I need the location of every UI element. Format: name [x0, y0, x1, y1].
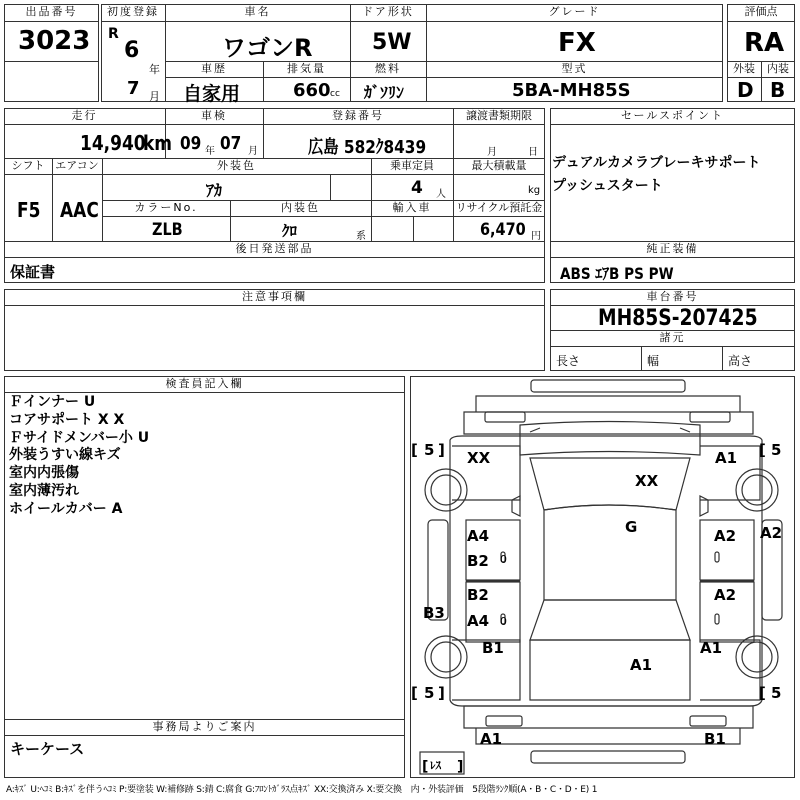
lot-number-label: 出品番号 — [25, 5, 78, 18]
later-parts-label: 後日発送部品 — [235, 242, 314, 255]
model-label: 型式 — [561, 62, 588, 75]
office-text: キーケース — [10, 740, 85, 758]
inspector-line: Ｆサイドメンバー小 U — [9, 429, 150, 446]
tread-depth-rr: 5 — [771, 684, 782, 702]
rez-bracket-close: ] — [457, 759, 464, 775]
legend: A:ｷｽﾞ U:ﾍｺﾐ B:ｷｽﾞを伴うﾍｺﾐ P:要塗装 W:補修跡 S:錆 C:腐食 G:ﾌﾛﾝﾄｶﾞﾗｽ点ｷｽﾞ XX:交換済み X:要交換 内・外装評価 5段階ﾗﾝｸ順(A・B・C・D・E) 1 — [6, 785, 598, 795]
tread-bracket-fl-open: [ — [411, 441, 418, 459]
windshield — [530, 458, 690, 510]
mark-door-rl-b2: B2 — [467, 586, 489, 604]
km-unit: km — [143, 131, 173, 155]
mark-side-l-b3: B3 — [423, 604, 445, 622]
insp-month-unit: 月 — [248, 146, 258, 157]
top-trim — [531, 380, 685, 392]
ext-color: ｱｶ — [206, 181, 223, 200]
mark-door-fl-a4: A4 — [467, 527, 490, 545]
shift: F5 — [17, 198, 41, 222]
month-unit: 月 — [149, 90, 160, 103]
displacement: 660 — [293, 80, 331, 101]
recycle-fee: 6,470 — [480, 220, 526, 240]
year-unit: 年 — [149, 63, 160, 76]
sales-point-label: セールスポイント — [620, 109, 724, 122]
rear-bumper — [464, 706, 753, 728]
ac-label: エアコン — [55, 159, 99, 172]
mark-bumper-r-b1: B1 — [704, 730, 726, 748]
era: R — [108, 26, 119, 42]
first-reg-year: 6 — [124, 38, 140, 63]
roof — [544, 505, 676, 600]
ext-score: D — [737, 78, 754, 102]
import-label: 輸入車 — [392, 201, 432, 214]
mark-door-rr-a2: A2 — [714, 586, 737, 604]
inspector-line: Ｆインナー U — [9, 394, 96, 410]
air-conditioner: AAC — [60, 198, 99, 222]
mileage: 14,940 — [80, 131, 146, 155]
mark-quarter-r-a1: A1 — [700, 639, 723, 657]
rear-window — [530, 600, 690, 640]
ext-color-label: 外装色 — [217, 159, 256, 172]
width-label: 幅 — [647, 354, 660, 368]
color-no-label: カラーNo. — [134, 201, 198, 214]
lot-number: 3023 — [18, 26, 91, 56]
door-type: 5W — [372, 30, 412, 55]
car-name: ワゴンR — [222, 34, 313, 62]
cc-unit: cc — [330, 89, 340, 99]
tread-bracket-rl-open: [ — [411, 684, 418, 702]
load-unit: kg — [528, 185, 541, 196]
recycle-label: リサイクル預託金 — [455, 201, 543, 214]
recycle-unit: 円 — [531, 231, 541, 242]
mark-door-fl-b2: B2 — [467, 552, 489, 570]
reg-number: 広島 582ｸ8439 — [308, 137, 427, 158]
tread-bracket-fl-close: ] — [438, 441, 445, 459]
mark-bumper-l-a1: A1 — [480, 730, 503, 748]
mark-fender-fr-a1: A1 — [715, 449, 738, 467]
height-label: 高さ — [728, 354, 753, 368]
color-number: ZLB — [152, 220, 183, 240]
capacity-label: 乗車定員 — [390, 159, 434, 172]
inspection-label: 車検 — [201, 109, 227, 122]
tailgate — [530, 640, 690, 700]
fuel: ｶﾞｿﾘﾝ — [364, 83, 405, 102]
score-label: 評価点 — [744, 5, 778, 18]
mark-door-rl-a4: A4 — [467, 612, 490, 630]
mark-front-left-xx: XX — [467, 449, 491, 467]
inspection-year: 09 — [180, 133, 202, 154]
tread-bracket-fr-open: [ — [759, 441, 766, 459]
door-handle-mark: 0 — [500, 553, 507, 566]
caution-label: 注意事項欄 — [242, 290, 307, 303]
hood-vent — [520, 422, 700, 456]
load-label: 最大積載量 — [471, 159, 527, 172]
fuel-label: 燃料 — [375, 62, 401, 75]
rez-label: ﾚｽ — [430, 759, 441, 772]
int-color-label: 内装色 — [281, 201, 320, 214]
sales-point-2: プッシュスタート — [552, 178, 663, 194]
inspection-month: 07 — [220, 133, 242, 154]
equipment-label: 純正装備 — [646, 242, 699, 255]
inspector-label: 検査員記入欄 — [165, 377, 244, 390]
transfer-label: 譲渡書類期限 — [466, 109, 532, 122]
mark-quarter-l-b1: B1 — [482, 639, 504, 657]
length-label: 長さ — [556, 354, 581, 368]
later-parts: 保証書 — [10, 263, 56, 281]
shift-label: シフト — [11, 159, 45, 172]
insp-year-unit: 年 — [205, 146, 215, 157]
transfer-day-unit: 日 — [528, 147, 538, 158]
equipment: ABS ｴｱB PS PW — [560, 264, 674, 283]
history: 自家用 — [183, 83, 241, 105]
inspector-line: ホイールカバー A — [9, 500, 123, 517]
bottom-trim — [531, 751, 685, 763]
mark-hood-xx: XX — [635, 472, 659, 490]
tread-depth-fl: 5 — [424, 441, 435, 459]
inspector-line: 室内内張傷 — [9, 465, 79, 482]
grade: FX — [558, 28, 596, 58]
mark-rear-a1: A1 — [630, 656, 653, 674]
door-label: ドア形状 — [362, 5, 414, 18]
mark-door-fr-a2: A2 — [714, 527, 737, 545]
office-label: 事務局よりご案内 — [152, 720, 257, 733]
tread-depth-fr: 5 — [771, 441, 782, 459]
mileage-label: 走行 — [71, 109, 98, 122]
tread-bracket-rr-open: [ — [759, 684, 766, 702]
first-reg-label: 初度登録 — [107, 5, 159, 18]
sales-point-1: デュアルカメラブレーキサポート — [552, 155, 761, 171]
chassis-label: 車台番号 — [646, 290, 699, 303]
reg-number-label: 登録番号 — [332, 109, 384, 122]
transfer-month-unit: 月 — [487, 147, 497, 158]
mark-glass-g: G — [625, 518, 638, 536]
int-label: 内装 — [767, 62, 789, 75]
inspector-line: 外装うすい線キズ — [9, 447, 121, 464]
int-color: ｸﾛ — [282, 222, 298, 240]
first-reg-month: 7 — [127, 78, 140, 99]
door-handle-mark: 0 — [500, 615, 507, 628]
rear-bumper-lower — [476, 728, 740, 744]
int-color-unit: 系 — [356, 231, 366, 242]
front-bumper-lower — [464, 412, 753, 434]
inspector-line: コアサポート X X — [9, 411, 125, 428]
capacity: 4 — [411, 178, 423, 198]
tread-depth-rl: 5 — [424, 684, 435, 702]
chassis-number: MH85S-207425 — [598, 306, 758, 331]
model-code: 5BA-MH85S — [512, 80, 631, 101]
car-name-label: 車名 — [244, 5, 271, 18]
mark-side-r-a2: A2 — [760, 524, 783, 542]
rez-bracket-open: [ — [422, 759, 429, 775]
capacity-unit: 人 — [436, 189, 446, 200]
displacement-label: 排気量 — [287, 62, 326, 75]
grade-label: グレード — [548, 5, 601, 18]
ext-label: 外装 — [733, 62, 755, 75]
history-label: 車歴 — [201, 62, 227, 75]
overall-score: RA — [744, 28, 785, 58]
int-score: B — [770, 78, 786, 102]
inspector-line: 室内薄汚れ — [9, 482, 79, 499]
body-outline — [450, 436, 762, 706]
front-bumper — [476, 396, 740, 412]
tread-bracket-rl-close: ] — [438, 684, 445, 702]
spec-label: 諸元 — [659, 331, 686, 344]
